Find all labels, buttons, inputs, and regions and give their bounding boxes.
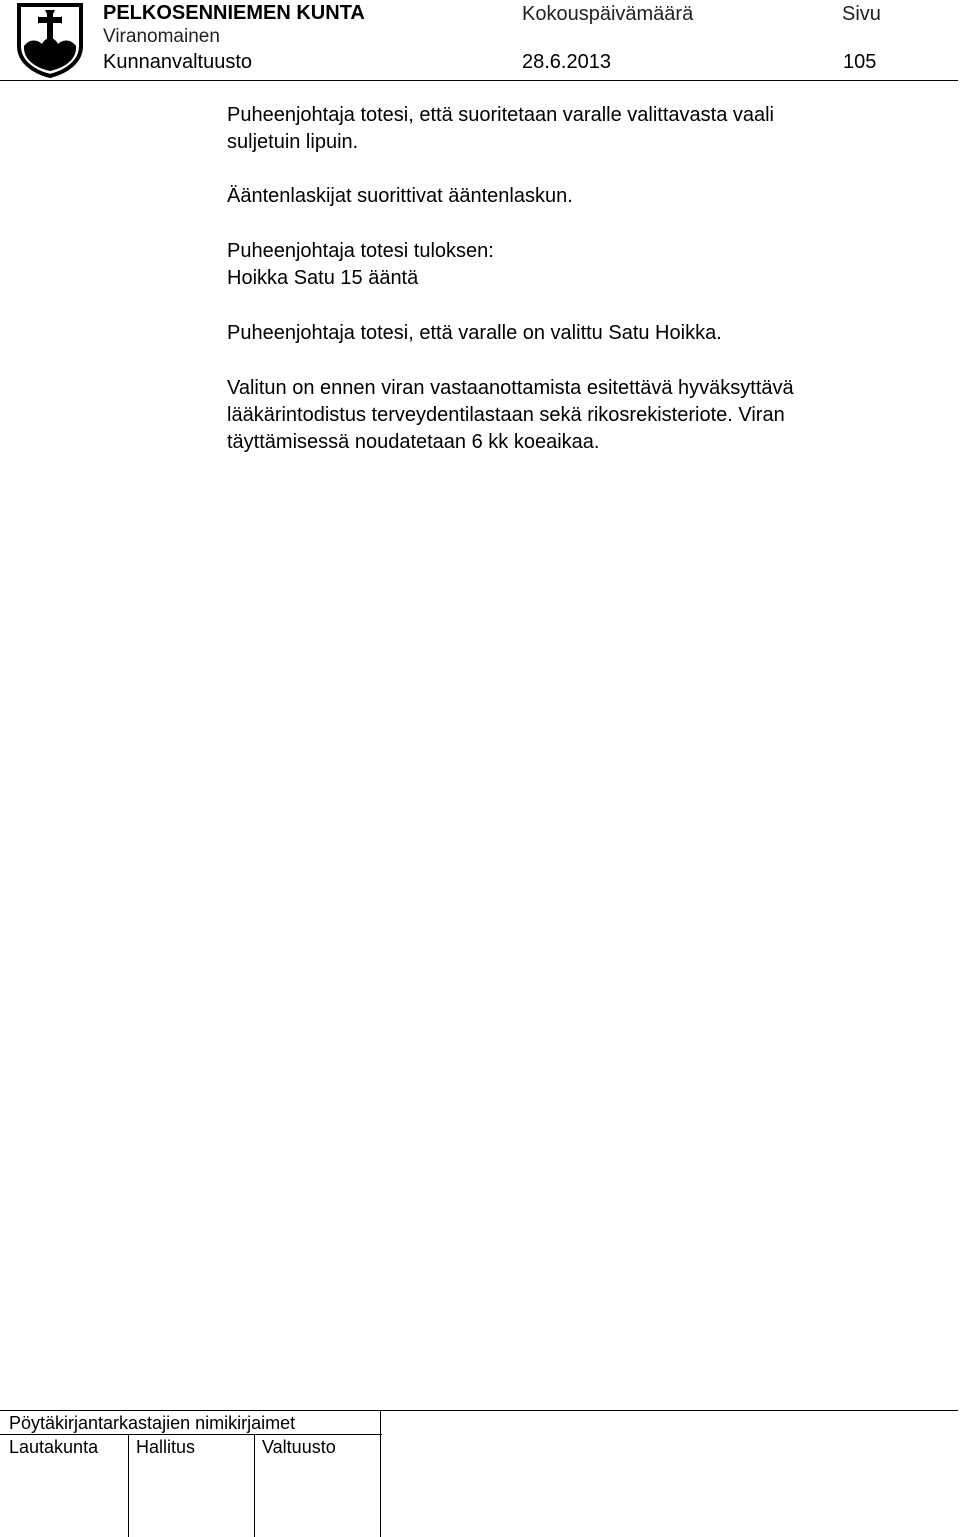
paragraph-line: Valitun on ennen viran vastaanottamista esitettävä hyväksyttävä: [227, 377, 794, 399]
column-header-valtuusto: Valtuusto: [262, 1437, 336, 1457]
signature-table-title: Pöytäkirjantarkastajien nimikirjaimet: [9, 1413, 296, 1433]
coat-of-arms-icon: [16, 2, 84, 78]
header-divider: [0, 80, 958, 81]
column-divider: [254, 1434, 255, 1537]
column-divider: [128, 1434, 129, 1537]
column-header-hallitus: Hallitus: [136, 1437, 196, 1457]
date-label: Kokouspäivämäärä: [522, 3, 694, 25]
table-header-border: [0, 1434, 382, 1435]
paragraph-line: Hoikka Satu 15 ääntä: [227, 267, 419, 289]
signature-table: [0, 1410, 958, 1537]
column-divider: [380, 1410, 381, 1537]
meeting-date: 28.6.2013: [522, 51, 611, 73]
paragraph-line: täyttämisessä noudatetaan 6 kk koeaikaa.: [227, 431, 600, 453]
paragraph: [227, 238, 927, 292]
page-label: Sivu: [842, 3, 881, 25]
paragraph-line: Puheenjohtaja totesi tuloksen:: [227, 240, 494, 262]
paragraph: [227, 102, 927, 156]
paragraph: [227, 375, 927, 456]
paragraph-line: suljetuin lipuin.: [227, 131, 359, 153]
authority-name: Kunnanvaltuusto: [103, 51, 253, 73]
paragraph: [227, 183, 927, 210]
column-header-lautakunta: Lautakunta: [9, 1437, 99, 1457]
page-number: 105: [843, 51, 877, 73]
paragraph: [227, 320, 927, 347]
municipality-name: PELKOSENNIEMEN KUNTA: [103, 2, 365, 24]
paragraph-line: Puheenjohtaja totesi, että suoritetaan varalle valittavasta vaali: [227, 104, 775, 126]
authority-label: Viranomainen: [103, 26, 220, 47]
paragraph-line: Ääntenlaskijat suorittivat ääntenlaskun.: [227, 185, 573, 207]
table-top-border: [0, 1410, 958, 1411]
paragraph-line: Puheenjohtaja totesi, että varalle on valittu Satu Hoikka.: [227, 322, 722, 344]
paragraph-line: lääkärintodistus terveydentilastaan sekä rikosrekisteriote. Viran: [227, 404, 785, 426]
